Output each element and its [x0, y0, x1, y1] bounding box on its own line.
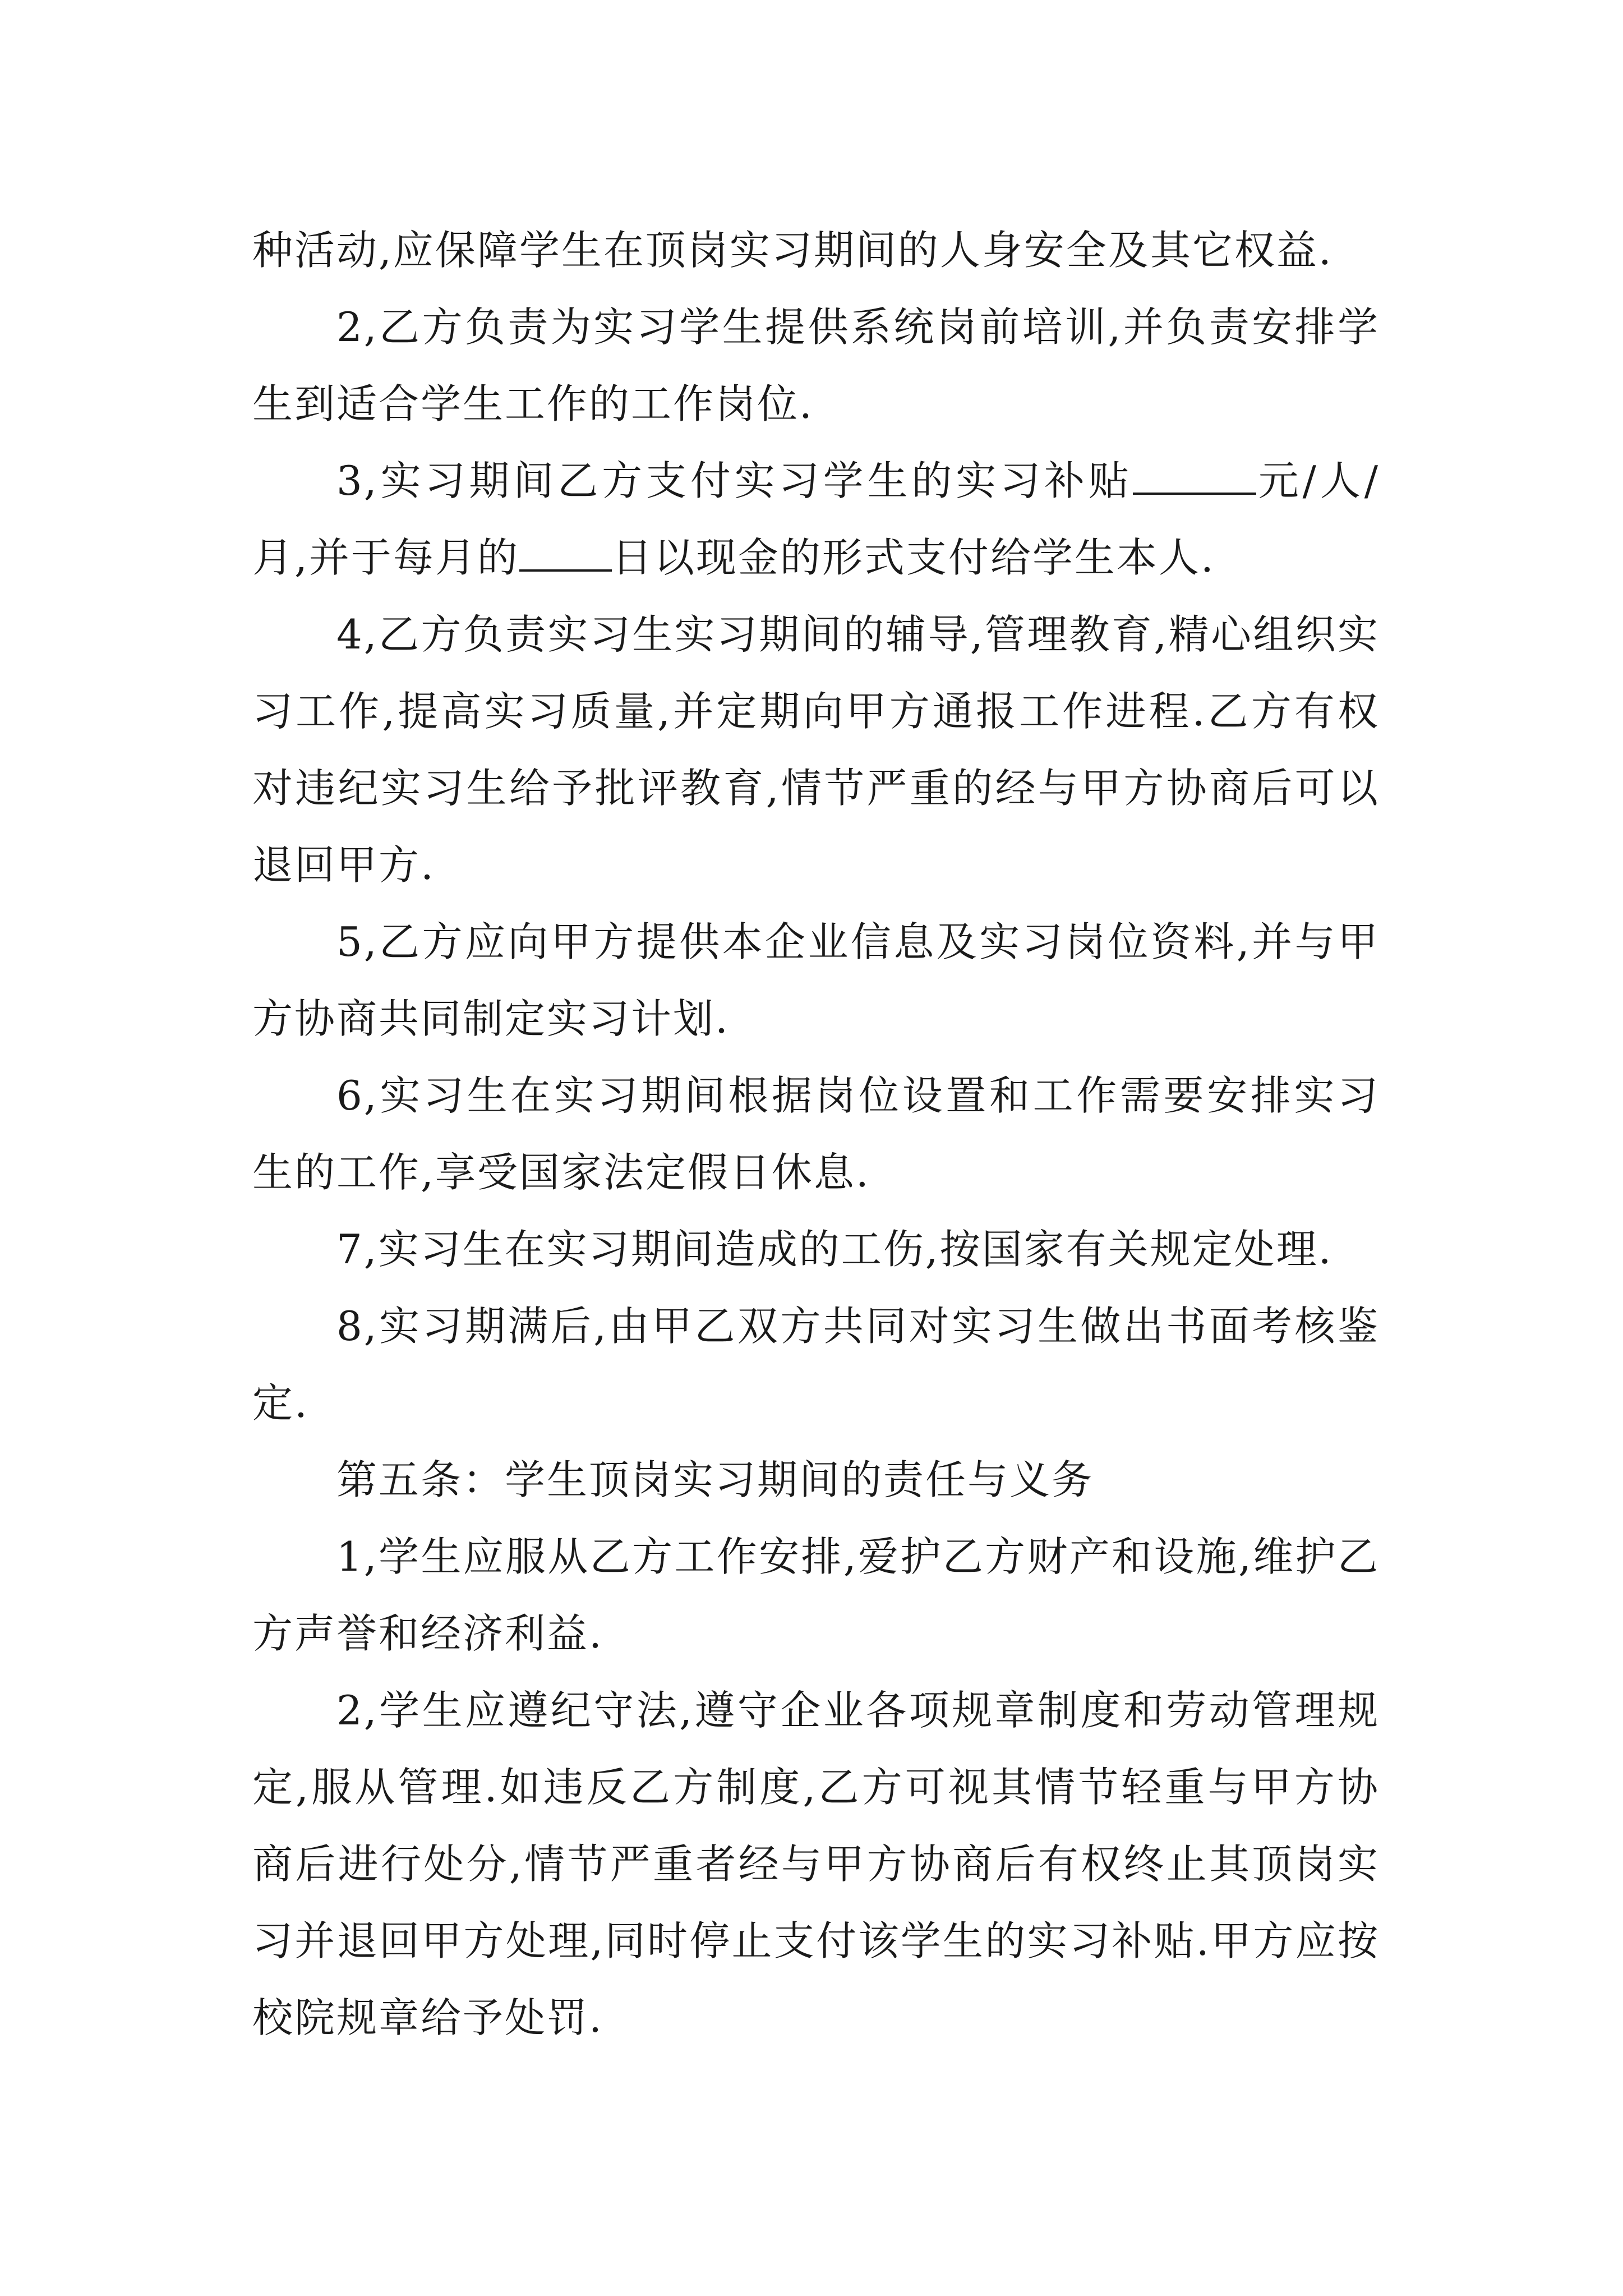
- section-heading-article-5: 第五条：学生顶岗实习期间的责任与义务: [336, 1456, 1094, 1503]
- payment-day-blank: [519, 536, 612, 572]
- paragraph-student-clause-1: 1,学生应服从乙方工作安排,爱护乙方财产和设施,维护乙方声誉和经济利益.: [252, 1533, 1380, 1657]
- paragraph-clause-5-information: 5,乙方应向甲方提供本企业信息及实习岗位资料,并与甲方协商共同制定实习计划.: [252, 918, 1380, 1042]
- paragraph-clause-3-allowance: [252, 443, 1380, 596]
- allowance-text-3: 日以现金的形式支付给学生本人.: [611, 534, 1215, 581]
- allowance-text-1: 3,实习期间乙方支付实习学生的实习补贴: [336, 457, 1133, 504]
- paragraph-clause-8-assessment: 8,实习期满后,由甲乙双方共同对实习生做出书面考核鉴定.: [252, 1303, 1380, 1427]
- paragraph-clause-7-injury: 7,实习生在实习期间造成的工伤,按国家有关规定处理.: [336, 1226, 1333, 1273]
- paragraph-student-clause-2: 2,学生应遵纪守法,遵守企业各项规章制度和劳动管理规定,服从管理.如违反乙方制度,乙方可视其情节轻重与甲方协商后进行处分,情节严重者经与甲方协商后有权终止其顶岗实习并退回甲方处理,同时停止支付该学生的实习补贴.甲方应按校院规章给予处罚.: [252, 1687, 1380, 2041]
- allowance-amount-blank: [1133, 459, 1256, 495]
- allowance-text-2: 元/人/月,并于每月的: [252, 457, 1380, 581]
- paragraph-clause-4-guidance: 4,乙方负责实习生实习期间的辅导,管理教育,精心组织实习工作,提高实习质量,并定期向甲方通报工作进程.乙方有权对违纪实习生给予批评教育,情节严重的经与甲方协商后可以退回甲方.: [252, 611, 1380, 889]
- paragraph-clause-6-work-arrangement: 6,实习生在实习期间根据岗位设置和工作需要安排实习生的工作,享受国家法定假日休息.: [252, 1072, 1380, 1196]
- paragraph-continuation: 种活动,应保障学生在顶岗实习期间的人身安全及其它权益.: [252, 227, 1333, 274]
- document-body: [252, 212, 1380, 2056]
- paragraph-clause-2-training: 2,乙方负责为实习学生提供系统岗前培训,并负责安排学生到适合学生工作的工作岗位.: [252, 303, 1380, 427]
